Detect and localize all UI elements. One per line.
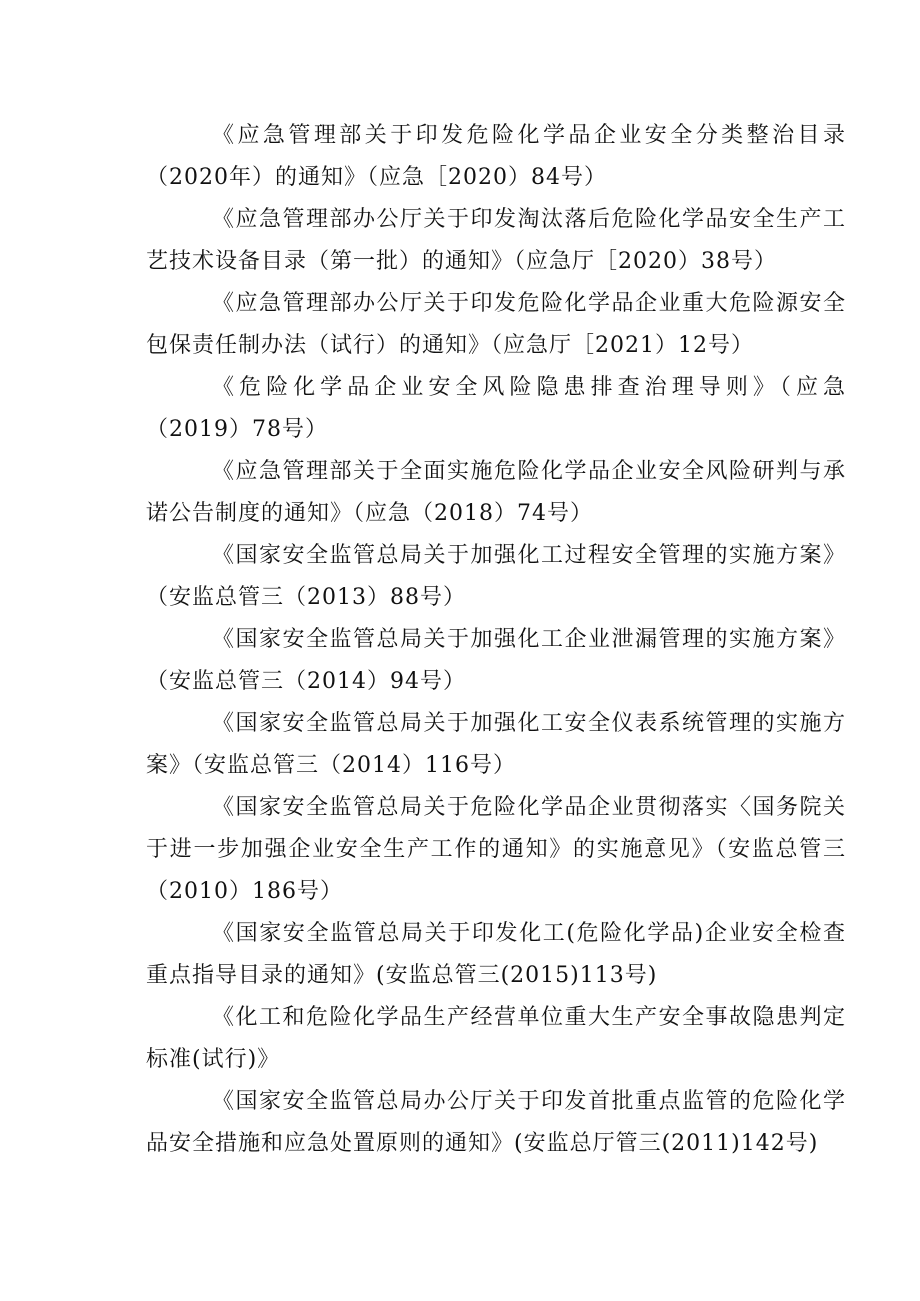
regulation-paragraph: 《危险化学品企业安全风险隐患排查治理导则》（应急（2019）78号） (146, 375, 846, 442)
regulation-paragraph: 《国家安全监管总局关于加强化工企业泄漏管理的实施方案》（安监总管三（2014）94号） (146, 627, 846, 694)
regulation-paragraph: 《国家安全监管总局关于加强化工安全仪表系统管理的实施方案》（安监总管三（2014）116号） (146, 711, 846, 778)
regulation-paragraph: 《国家安全监管总局关于危险化学品企业贯彻落实〈国务院关于进一步加强企业安全生产工作的通知》的实施意见》（安监总管三（2010）186号） (146, 795, 846, 904)
regulation-paragraph: 《应急管理部关于印发危险化学品企业安全分类整治目录（2020年）的通知》（应急［2020）84号） (146, 123, 846, 190)
regulation-paragraph: 《国家安全监管总局关于加强化工过程安全管理的实施方案》（安监总管三（2013）88号） (146, 543, 846, 610)
regulation-paragraph: 《国家安全监管总局关于印发化工(危险化学品)企业安全检查重点指导目录的通知》(安监总管三(2015)113号) (146, 921, 846, 988)
regulation-paragraph: 《应急管理部关于全面实施危险化学品企业安全风险研判与承诺公告制度的通知》（应急（2018）74号） (146, 459, 846, 526)
regulation-paragraph: 《化工和危险化学品生产经营单位重大生产安全事故隐患判定标准(试行)》 (146, 1005, 846, 1072)
regulation-paragraph: 《应急管理部办公厅关于印发淘汰落后危险化学品安全生产工艺技术设备目录（第一批）的通知》（应急厅［2020）38号） (146, 207, 846, 274)
regulation-paragraph: 《应急管理部办公厅关于印发危险化学品企业重大危险源安全包保责任制办法（试行）的通知》（应急厅［2021）12号） (146, 291, 846, 358)
regulation-paragraph: 《国家安全监管总局办公厅关于印发首批重点监管的危险化学品安全措施和应急处置原则的通知》(安监总厅管三(2011)142号) (146, 1089, 846, 1156)
